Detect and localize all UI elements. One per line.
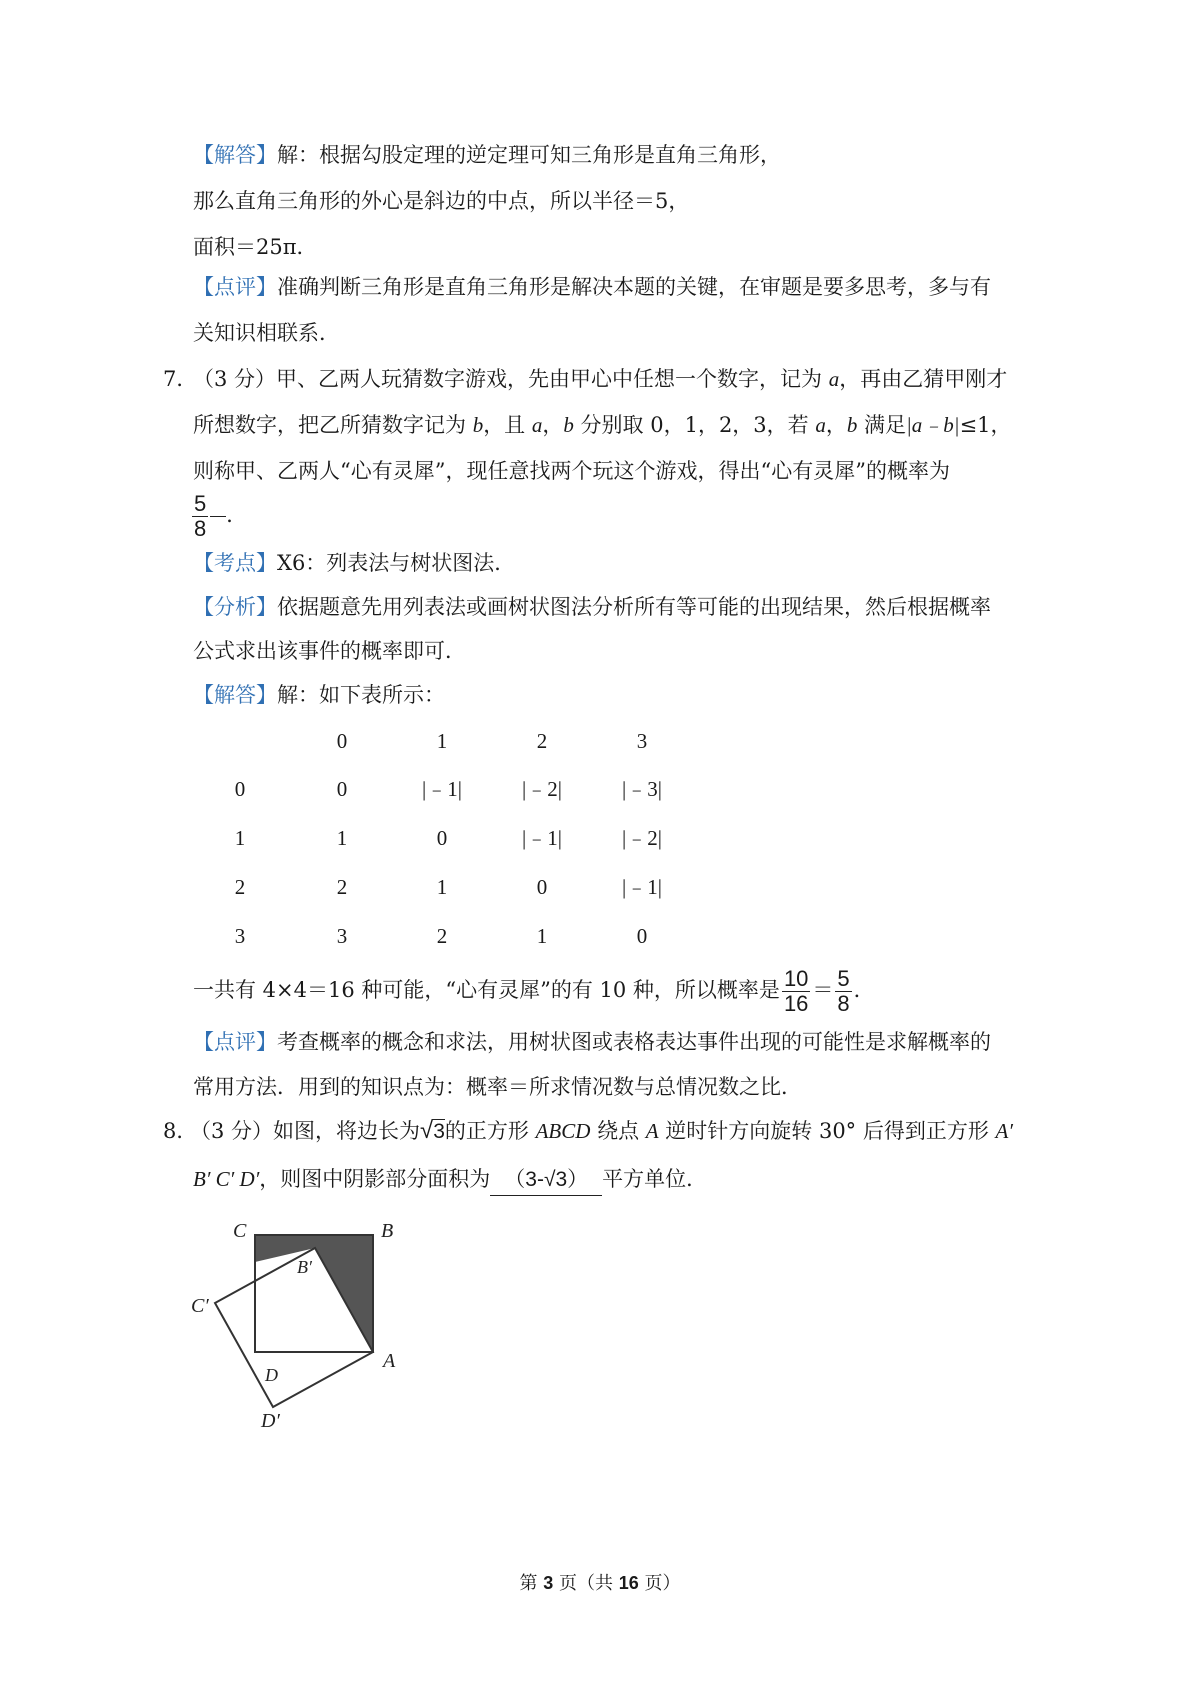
fenxi-tag: 【分析】 <box>193 595 277 619</box>
q7-text-2a: 所想数字，把乙所猜数字记为 <box>193 413 473 437</box>
sqrt-expression <box>420 1117 445 1144</box>
answer-blank <box>210 516 226 517</box>
shaded-region <box>255 1235 373 1352</box>
var-b: b <box>472 413 484 437</box>
label-b: B <box>381 1220 394 1242</box>
prime-vertices: B′ C′ D′ <box>193 1167 260 1191</box>
q7-text-2c: ， <box>825 413 847 437</box>
q7-kaodian <box>193 548 515 578</box>
table-cell: 0 <box>436 826 448 850</box>
fenxi-text-1: 依据题意先用列表法或画树状图法分析所有等可能的出现结果，然后根据概率 <box>277 595 991 619</box>
dianping-tag: 【点评】 <box>193 1030 277 1054</box>
label-b-prime: B′ <box>297 1257 312 1277</box>
q7-text-2c: ， <box>542 413 564 437</box>
label-c: C <box>233 1220 247 1242</box>
fraction-denominator: 8 <box>837 991 850 1016</box>
table-cell: 1 <box>536 924 548 948</box>
q7-answer <box>190 492 247 541</box>
q8-line-1 <box>190 1116 1013 1147</box>
table-cell: 0 <box>336 777 348 801</box>
prev-comment-line-1 <box>193 272 991 302</box>
table-row-label: 1 <box>234 826 246 850</box>
q7-fenxi-1 <box>193 592 991 622</box>
table-cell: |﹣2| <box>522 777 562 801</box>
result-text: 一共有 4×4＝16 种可能，“心有灵犀”的有 10 种，所以概率是 <box>193 978 780 1002</box>
q8-text-2b: ，则图中阴影部分面积为 <box>259 1167 491 1191</box>
prev-answer-line-2: 那么直角三角形的外心是斜边的中点，所以半径＝5， <box>193 189 690 213</box>
dianping-text-1: 考查概率的概念和求法，用树状图或表格表达事件出现的可能性是求解概率的 <box>277 1030 991 1054</box>
q8-text-1d: 逆时针方向旋转 30° 后得到正方形 <box>658 1119 996 1143</box>
prev-answer-line-3: 面积＝25π． <box>193 235 318 259</box>
fraction-numerator: 10 <box>783 966 809 991</box>
table-cell: |﹣3| <box>622 777 662 801</box>
comment-tag: 【点评】 <box>193 275 277 299</box>
rotated-square-figure <box>185 1215 415 1435</box>
table-header-cell: 0 <box>336 729 348 753</box>
var-a: a <box>828 367 840 391</box>
sqrt-symbol: √ <box>420 1117 434 1144</box>
q7-line-2 <box>193 410 1012 440</box>
page-footer <box>0 1570 1200 1597</box>
point-a: A <box>645 1119 659 1143</box>
q8-text-1c: 绕点 <box>590 1119 646 1143</box>
q7-dianping-1 <box>193 1027 991 1057</box>
q7-result <box>193 964 875 1016</box>
var-b: b <box>846 413 858 437</box>
q7-fenxi-2: 公式求出该事件的概率即可． <box>193 639 466 663</box>
table-row-label: 0 <box>234 777 246 801</box>
table-row-label: 3 <box>234 924 246 948</box>
prev-comment-line-2: 关知识相联系． <box>193 321 340 345</box>
table-cell: 3 <box>336 924 348 948</box>
sqrt-argument: 3 <box>433 1120 445 1143</box>
fraction-numerator: 5 <box>837 966 850 991</box>
abs-expression: |a﹣b| <box>906 413 960 437</box>
q8-answer-blank <box>490 1164 602 1196</box>
q8-answer: （3-√3） <box>504 1168 589 1191</box>
q7-text-2e: 满足 <box>857 413 907 437</box>
page-number: 3 <box>543 1573 554 1593</box>
label-a: A <box>383 1350 396 1372</box>
answer-fraction <box>192 492 208 541</box>
total-pages: 16 <box>618 1573 639 1593</box>
prev-comment-text-1: 准确判断三角形是直角三角形是解决本题的关键，在审题是要多思考，多与有 <box>277 275 991 299</box>
table-cell: 0 <box>536 875 548 899</box>
kaodian-tag: 【考点】 <box>193 551 277 575</box>
q8-text-1b: 的正方形 <box>444 1119 536 1143</box>
label-c-prime: C′ <box>191 1295 209 1317</box>
q7-text-1a: （3 分）甲、乙两人玩猜数字游戏，先由甲心中任想一个数字，记为 <box>193 367 829 391</box>
equals-sign: ＝ <box>812 978 834 1002</box>
a-prime: A′ <box>995 1119 1013 1143</box>
table-cell: 2 <box>436 924 448 948</box>
jieda-text: 解：如下表所示： <box>277 683 445 707</box>
q7-number: 7． <box>163 367 198 391</box>
table-header-cell: 2 <box>536 729 548 753</box>
label-d: D <box>265 1365 278 1385</box>
prev-answer-text-1: 解：根据勾股定理的逆定理可知三角形是直角三角形， <box>277 143 781 167</box>
table-row-label: 2 <box>234 875 246 899</box>
var-a: a <box>531 413 543 437</box>
q8-number: 8． <box>163 1119 198 1143</box>
q7-text-2d: 分别取 0，1，2，3，若 <box>573 413 816 437</box>
table-cell: |﹣1| <box>522 826 562 850</box>
q8-text-1a: （3 分）如图，将边长为 <box>190 1119 421 1143</box>
q7-dianping-2: 常用方法．用到的知识点为：概率＝所求情况数与总情况数之比． <box>193 1075 802 1099</box>
result-tail: ． <box>853 978 875 1002</box>
var-b: b <box>563 413 574 437</box>
result-fraction-1 <box>782 967 810 1016</box>
q7-text-1b: ，再由乙猜甲刚才 <box>839 367 1008 391</box>
fraction-denominator: 16 <box>783 991 809 1016</box>
table-cell: |﹣2| <box>622 826 662 850</box>
q7-jieda <box>193 680 445 710</box>
answer-numerator: 5 <box>194 491 207 516</box>
q7-text-2f: ≤1， <box>959 413 1012 437</box>
q8-text-2c: 平方单位． <box>602 1167 708 1191</box>
table-cell: 1 <box>436 875 448 899</box>
footer-suffix: 页） <box>638 1573 681 1594</box>
prev-answer-line-1 <box>193 140 781 170</box>
square-name: ABCD <box>535 1119 591 1143</box>
table-cell: 2 <box>336 875 348 899</box>
answer-denominator: 8 <box>194 516 207 541</box>
var-a: a <box>815 413 826 437</box>
jieda-tag: 【解答】 <box>193 683 277 707</box>
answer-tail: ． <box>226 503 248 527</box>
q7-line-3: 则称甲、乙两人“心有灵犀”，现任意找两个玩这个游戏，得出“心有灵犀”的概率为 <box>193 459 950 483</box>
table-header-cell: 1 <box>436 729 448 753</box>
table-cell: |﹣1| <box>422 777 462 801</box>
footer-mid: 页（共 <box>553 1573 619 1594</box>
table-cell: 0 <box>636 924 648 948</box>
q7-text-2b: ，且 <box>483 413 532 437</box>
table-cell: 1 <box>336 826 348 850</box>
footer-prefix: 第 <box>519 1573 544 1594</box>
table-header-cell: 3 <box>636 729 648 753</box>
q8-line-2 <box>193 1164 707 1196</box>
kaodian-text: X6：列表法与树状图法． <box>277 551 516 575</box>
table-cell: |﹣1| <box>622 875 662 899</box>
q7-line-1 <box>193 364 1007 394</box>
label-d-prime: D′ <box>261 1410 280 1432</box>
answer-tag: 【解答】 <box>193 143 277 167</box>
result-fraction-2 <box>835 967 851 1016</box>
